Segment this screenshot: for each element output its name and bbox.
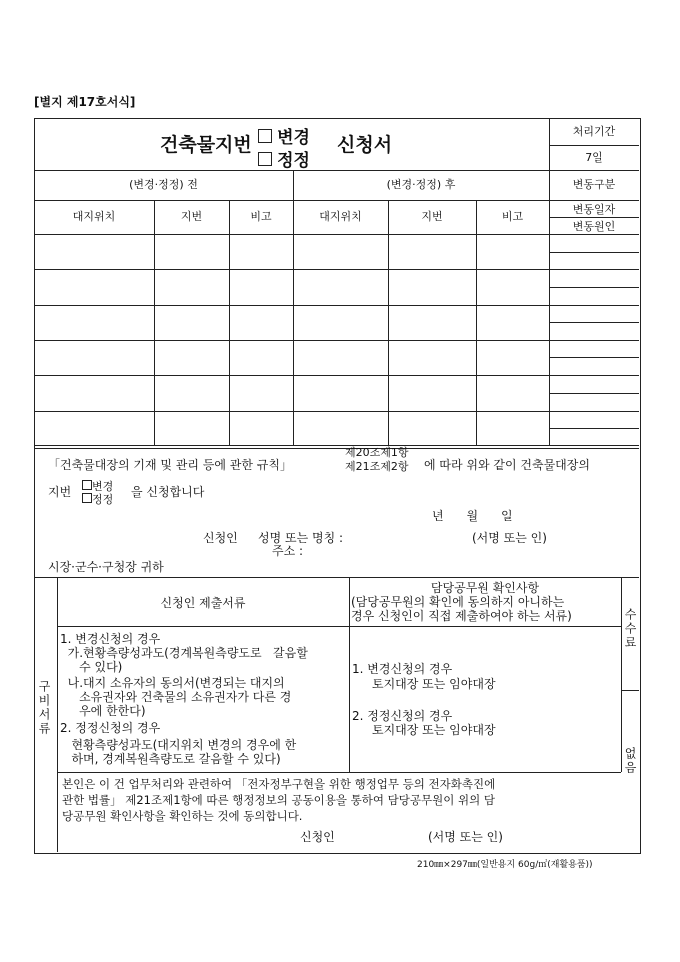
title-option-change[interactable]	[258, 123, 310, 148]
consent-line: 당공무원 확인사항을 확인하는 것에 동의합니다.	[62, 809, 303, 823]
recipient: 시장·군수·구청장 귀하	[48, 560, 164, 574]
statement-line1-pre: 「건축물대장의 기재 및 관리 등에 관한 규칙」	[48, 458, 292, 472]
title-option-change-label: 변경	[277, 128, 310, 148]
docs-side-label: 구비서류	[37, 680, 51, 736]
right-column-divider	[549, 118, 550, 445]
docs-col1-line: 소유권자와 건축물의 소유권자가 다른 경	[60, 690, 292, 704]
fee-value: 없음	[623, 747, 637, 775]
docs-col1-line: 수 있다)	[60, 660, 123, 674]
consent-signature-label: (서명 또는 인)	[428, 830, 503, 844]
divider	[34, 170, 639, 171]
statement-article1: 제20조제1항	[345, 446, 409, 459]
checkbox-icon[interactable]	[82, 480, 92, 490]
divider	[57, 577, 58, 852]
application-date: 년 월 일	[432, 509, 513, 523]
title-option-correct[interactable]	[258, 146, 310, 171]
change-date-label: 변동일자	[572, 203, 616, 216]
statement-article2: 제21조제2항	[345, 460, 409, 473]
divider	[549, 287, 639, 288]
divider	[229, 200, 230, 445]
fee-label: 수수료	[623, 608, 637, 650]
col-header-lot-before: 지번	[180, 210, 203, 223]
divider	[34, 411, 549, 412]
col-header-location-after: 대지위치	[319, 210, 362, 223]
name-label: 성명 또는 명칭 :	[258, 531, 344, 545]
col-header-note-before: 비고	[250, 210, 272, 223]
col-header-lot-after: 지번	[421, 210, 443, 223]
docs-col2-item1-body: 토지대장 또는 임야대장	[372, 677, 496, 691]
docs-col1-line: 2. 정정신청의 경우	[60, 721, 161, 735]
checkbox-icon[interactable]	[258, 152, 272, 166]
divider	[549, 393, 639, 394]
divider	[549, 357, 639, 358]
divider	[549, 340, 639, 341]
consent-line: 본인은 이 건 업무처리와 관련하여 「전자정부구현을 위한 행정업무 등의 전자화촉진에	[62, 777, 496, 791]
divider	[293, 200, 294, 445]
after-header: (변경·정정) 후	[386, 178, 456, 191]
divider	[57, 626, 621, 627]
form-number-label: [별지 제17호서식]	[34, 95, 136, 109]
docs-col2-item2-body: 토지대장 또는 임야대장	[372, 723, 496, 737]
applicant-label: 신청인	[203, 531, 238, 545]
statement-line2-post: 을 신청합니다	[131, 485, 205, 499]
divider	[34, 200, 639, 201]
statement-option-correct[interactable]	[82, 491, 113, 507]
statement-line2-pre: 지번	[48, 485, 72, 499]
address-label: 주소 :	[272, 544, 304, 558]
title-option-correct-label: 정정	[277, 151, 310, 171]
docs-col1-line: 우에 한한다)	[60, 704, 146, 718]
divider	[34, 375, 549, 376]
change-reason-label: 변동원인	[572, 220, 616, 233]
statement-line1-post: 에 따라 위와 같이 건축물대장의	[424, 458, 590, 472]
divider	[621, 577, 622, 772]
divider	[34, 269, 549, 270]
divider	[549, 322, 639, 323]
docs-col1-line: 가.현황측량성과도(경계복원측량도로 갈음할	[60, 646, 308, 660]
divider	[349, 577, 350, 772]
statement-option-correct-label: 정정	[92, 493, 114, 506]
docs-col1-line: 1. 변경신청의 경우	[60, 632, 161, 646]
divider	[34, 577, 639, 578]
docs-col1-line: 나.대지 소유자의 동의서(변경되는 대지의	[60, 676, 285, 690]
consent-line: 관한 법률」 제21조제1항에 따른 행정정보의 공동이용을 통하여 담당공무원이 위의 담	[62, 793, 495, 807]
change-type-label: 변동구분	[572, 178, 616, 191]
divider	[549, 269, 639, 270]
docs-col1-line: 현황측량성과도(대지위치 변경의 경우에 한	[60, 738, 297, 752]
divider	[549, 428, 639, 429]
divider	[34, 448, 639, 449]
paper-spec-footer: 210㎜×297㎜(일반용지 60g/㎡(재활용품))	[417, 860, 593, 870]
docs-col2-item1-title: 1. 변경신청의 경우	[352, 662, 453, 676]
divider	[57, 772, 621, 773]
statement-option-change-label: 변경	[92, 480, 114, 493]
divider	[549, 305, 639, 306]
title-main: 건축물지번	[160, 134, 252, 156]
divider	[549, 411, 639, 412]
title-suffix: 신청서	[337, 134, 393, 156]
divider	[549, 234, 639, 235]
docs-col2-header-note2: 경우 신청인이 직접 제출하여야 하는 서류)	[351, 609, 572, 623]
docs-col2-header-note1: (담당공무원의 확인에 동의하지 아니하는	[351, 595, 565, 609]
divider	[34, 305, 549, 306]
processing-label: 처리기간	[572, 125, 616, 138]
col-header-note-after: 비고	[501, 210, 524, 223]
col-header-location-before: 대지위치	[72, 210, 116, 223]
divider	[388, 200, 389, 445]
divider	[549, 145, 639, 146]
checkbox-icon[interactable]	[258, 129, 272, 143]
checkbox-icon[interactable]	[82, 493, 92, 503]
divider	[549, 375, 639, 376]
processing-value: 7일	[585, 151, 603, 164]
divider	[621, 690, 639, 691]
docs-col2-header-title: 담당공무원 확인사항	[430, 581, 540, 595]
divider	[549, 217, 639, 218]
docs-col1-header: 신청인 제출서류	[160, 596, 246, 610]
divider	[34, 340, 549, 341]
divider	[549, 252, 639, 253]
divider	[476, 200, 477, 445]
consent-applicant-label: 신청인	[300, 830, 335, 844]
divider	[34, 234, 549, 235]
docs-col1-line: 하며, 경계복원측량도로 갈음할 수 있다)	[60, 752, 281, 766]
docs-col2-item2-title: 2. 정정신청의 경우	[352, 709, 453, 723]
before-header: (변경·정정) 전	[129, 178, 198, 191]
divider	[154, 200, 155, 445]
divider	[34, 445, 639, 446]
signature-label: (서명 또는 인)	[472, 531, 547, 545]
